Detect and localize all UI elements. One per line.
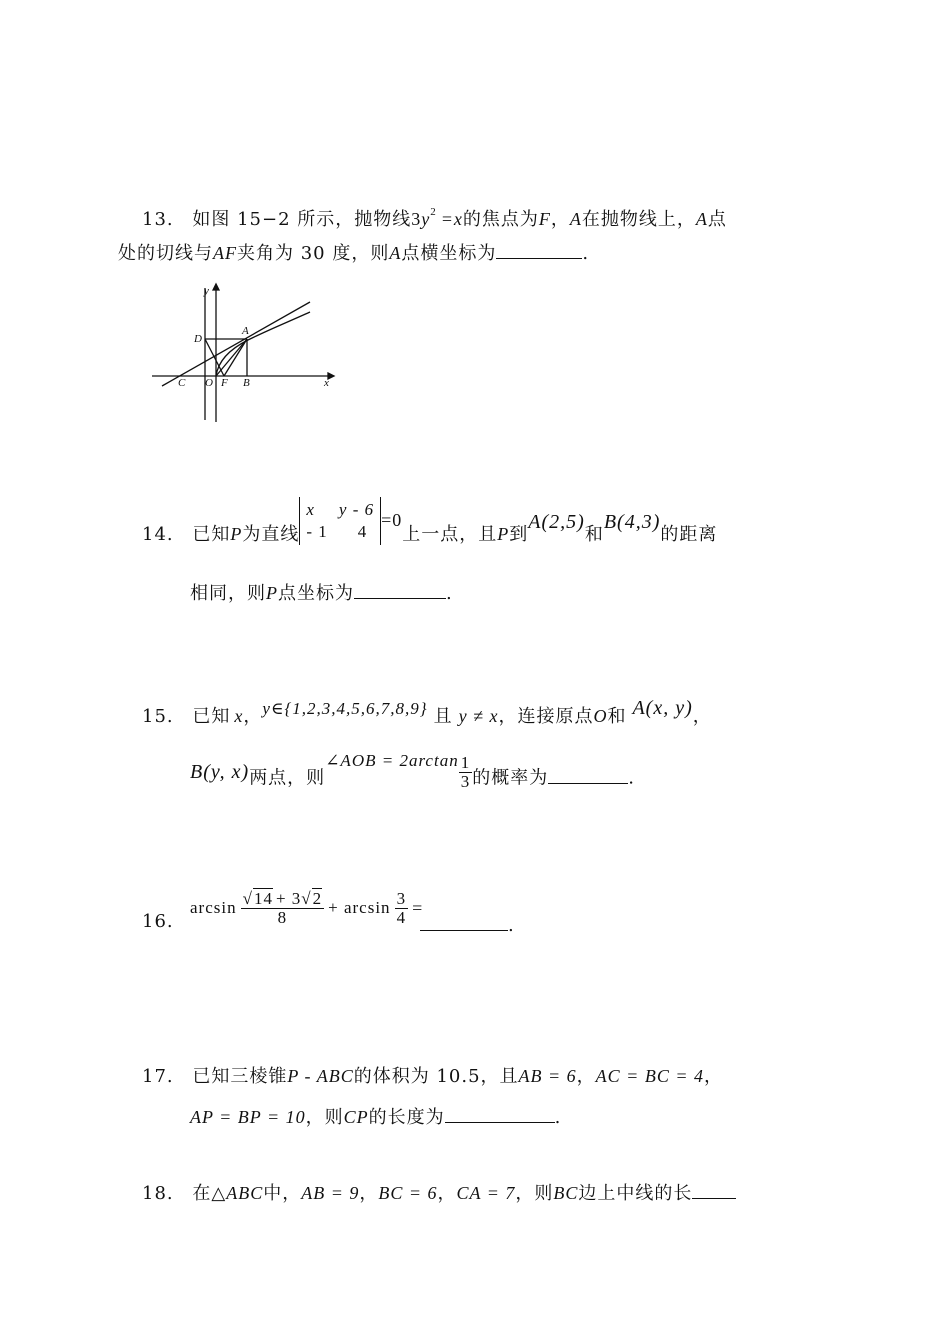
answer-blank-16[interactable] <box>420 912 508 931</box>
determinant: x y - 6 - 1 4 <box>299 497 381 545</box>
problem-18-number: 18. <box>142 1183 174 1204</box>
problem-17-line-1: 17. 已知三棱锥P - ABC的体积为 10.5，且AB = 6，AC = BC = 4， <box>142 1066 723 1087</box>
problem-15-line-2: B(y, x)两点，则∠AOB = 2arctan $\frac{1}{3}$ 的概率为 . <box>190 750 635 791</box>
problem-13-line-2: 处的切线与AF夹角为 30 度，则A点横坐标为 . <box>118 240 589 266</box>
problem-17-number: 17. <box>142 1066 174 1087</box>
answer-blank-17[interactable] <box>445 1104 555 1123</box>
problem-16-expression: arcsin $\frac{√14 + 3√2}{8}$ + arcsin $\frac{3}{4}$ = <box>190 888 424 927</box>
problem-14-number: 14. <box>142 524 174 545</box>
answer-blank-15[interactable] <box>548 765 628 784</box>
tangent-line <box>162 302 310 386</box>
label-x: x <box>324 377 329 389</box>
problem-15-number: 15. <box>142 706 174 727</box>
parabola-figure <box>148 282 338 427</box>
answer-blank-14[interactable] <box>354 580 446 599</box>
fraction-sqrt: $\frac{√14 + 3√2}{8}$ <box>242 888 323 927</box>
problem-18-line-1: 18. 在△ABC中，AB = 9，BC = 6，CA = 7，则BC边上中线的长 <box>142 1180 736 1206</box>
problem-16-number: 16. <box>142 911 174 932</box>
problem-13-number: 13. <box>142 209 174 230</box>
label-D: D <box>194 333 202 345</box>
fraction-three-quarters: $\frac{3}{4}$ <box>396 888 407 927</box>
x-axis-arrow <box>328 373 334 379</box>
label-F: F <box>221 377 228 389</box>
segment-OA <box>216 339 247 376</box>
label-C: C <box>178 377 186 389</box>
y-axis-arrow <box>213 284 219 290</box>
answer-blank-18[interactable] <box>692 1180 736 1199</box>
answer-blank-13[interactable] <box>496 240 582 259</box>
label-B: B <box>243 377 250 389</box>
problem-17-line-2: AP = BP = 10，则CP的长度为 . <box>190 1104 561 1130</box>
label-O: O <box>205 377 213 389</box>
label-y: y <box>204 285 209 297</box>
problem-14-line-2: 相同，则P点坐标为 . <box>190 580 453 606</box>
label-A: A <box>242 325 249 337</box>
fraction-one-third: $\frac{1}{3}$ <box>460 753 471 791</box>
problem-14-line-1: 14. 已知P为直线 x y - 6 - 1 4 =0上一点，且P到A(2,5)和B(4,3)的距离 <box>142 508 717 560</box>
problem-16-answer: . <box>420 912 515 938</box>
problem-13-line-1: 13. 如图 15−2 所示，抛物线$3y^2 =x$的焦点为F，A在抛物线上，A点 <box>142 206 727 230</box>
problem-15-line-1: 15. 已知 x，y∈{1,2,3,4,5,6,7,8,9} 且 y ≠ x，连接原点O和 A(x, y)， <box>142 697 712 727</box>
problem-16-line <box>142 910 174 934</box>
